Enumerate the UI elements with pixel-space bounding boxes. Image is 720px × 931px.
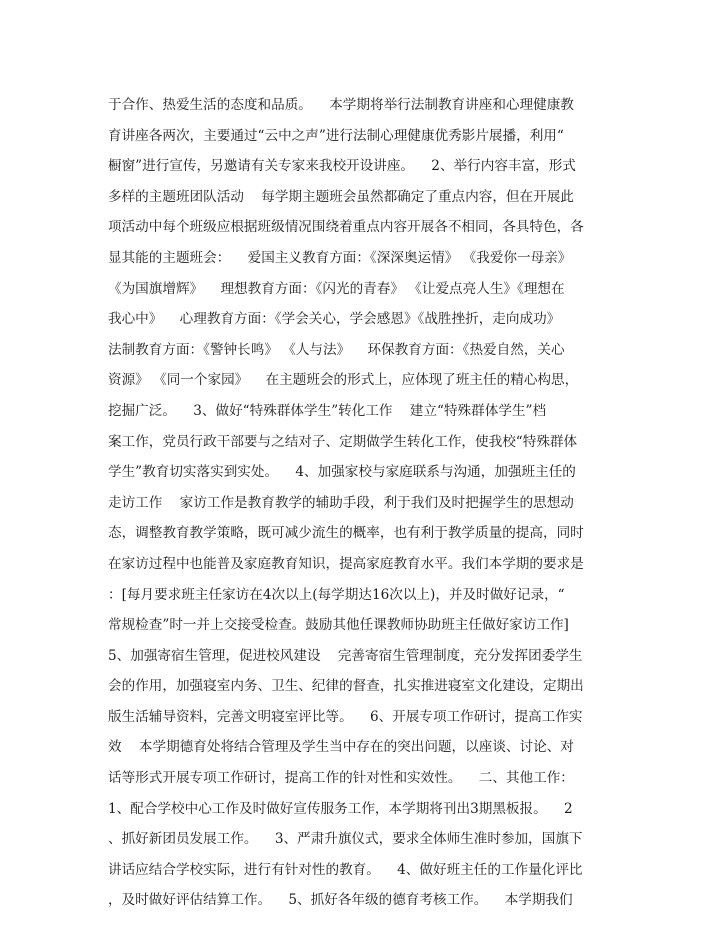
text-line: 我心中》 心理教育方面：《学会关心，学会感恩》《战胜挫折，走向成功》 <box>108 311 561 328</box>
text-line: ：[每月要求班主任家访在4次以上(每学期达16次以上)，并及时做好记录，“ <box>108 586 565 603</box>
text-line: 显其能的主题班会： 爱国主义教育方面：《深深奥运情》 《我爱你一母亲》 <box>108 249 572 266</box>
text-line: 、抓好新团员发展工作。 3、严肃升旗仪式，要求全体师生准时参加，国旗下 <box>108 831 583 848</box>
text-line: ，及时做好评估结算工作。 5、抓好各年级的德育考核工作。 本学期我们 <box>108 892 573 909</box>
text-line: 效 本学期德育处将结合管理及学生当中存在的突出问题，以座谈、讨论、对 <box>108 739 574 756</box>
text-line: 1、配合学校中心工作及时做好宣传服务工作，本学期将刊出3期黑板报。 2 <box>108 800 573 817</box>
text-line: 版生活辅导资料，完善文明寝室评比等。 6、开展专项工作研讨，提高工作实 <box>108 708 583 725</box>
text-line: 5、加强寄宿生管理，促进校风建设 完善寄宿生管理制度，充分发挥团委学生 <box>108 647 583 664</box>
text-line: 常规检查”时一并上交接受检查。鼓励其他任课教师协助班主任做好家访工作] <box>108 617 569 634</box>
text-line: 会的作用，加强寝室内务、卫生、纪律的督查，扎实推进寝室文化建设，定期出 <box>108 678 584 695</box>
text-line: 育讲座各两次，主要通过“云中之声”进行法制心理健康优秀影片展播，利用“ <box>108 127 564 144</box>
text-line: 在家访过程中也能普及家庭教育知识，提高家庭教育水平。我们本学期的要求是 <box>108 555 584 572</box>
text-line: 学生”教育切实落实到实处。 4、加强家校与家庭联系与沟通，加强班主任的 <box>108 464 576 481</box>
body-text <box>108 90 608 916</box>
text-line: 橱窗”进行宣传，另邀请有关专家来我校开设讲座。 2、举行内容丰富，形式 <box>108 158 576 175</box>
text-line: 资源》 《同一个家园》 在主题班会的形式上，应体现了班主任的精心构思， <box>108 372 579 389</box>
text-line: 讲话应结合学校实际，进行有针对性的教育。 4、做好班主任的工作量化评比 <box>108 861 583 878</box>
text-line: 法制教育方面：《警钟长鸣》 《人与法》 环保教育方面：《热爱自然，关心 <box>108 341 565 358</box>
text-line: 项活动中每个班级应根据班级情况围绕着重点内容开展各不相同，各具特色，各 <box>108 219 584 236</box>
text-line: 走访工作 家访工作是教育教学的辅助手段，利于我们及时把握学生的思想动 <box>108 494 574 511</box>
text-line: 态，调整教育教学策略，既可减少流生的概率，也有利于教学质量的提高，同时 <box>108 525 584 542</box>
text-line: 多样的主题班团队活动 每学期主题班会虽然都确定了重点内容，但在开展此 <box>108 188 574 205</box>
text-line: 《为国旗增辉》 理想教育方面：《闪光的青春》 《让爱点亮人生》《理想在 <box>108 280 565 297</box>
text-line: 话等形式开展专项工作研讨，提高工作的针对性和实效性。 二、其他工作： <box>108 770 574 787</box>
text-line: 于合作、热爱生活的态度和品质。 本学期将举行法制教育讲座和心理健康教 <box>108 97 574 113</box>
text-line: 挖掘广泛。 3、做好“特殊群体学生”转化工作 建立“特殊群体学生”档 <box>108 402 547 419</box>
text-line: 案工作，党员行政干部要与之结对子、定期做学生转化工作，使我校“特殊群体 <box>108 433 578 450</box>
